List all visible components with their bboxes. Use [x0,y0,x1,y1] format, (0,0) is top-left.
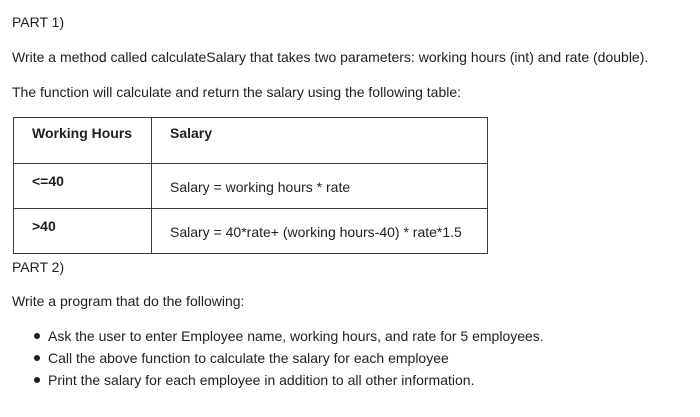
part2-description: Write a program that do the following: [12,293,245,309]
hours-condition: <=40 [32,173,64,189]
header-salary [152,118,488,164]
salary-cell [152,209,488,254]
table-header-row [14,118,488,164]
header-working-hours-label: Working Hours [32,125,133,141]
hours-cell [14,209,152,254]
table-row [14,164,488,209]
salary-table [13,117,488,254]
salary-cell [152,164,488,209]
bullet-icon [34,377,40,383]
list-item [0,325,544,347]
hours-condition: >40 [32,218,56,234]
list-item-text: Call the above function to calculate the salary for each employee [48,350,449,366]
part1-table-intro: The function will calculate and return the salary using the following table: [12,84,462,100]
hours-cell [14,164,152,209]
task-list [0,325,544,391]
table-row [14,209,488,254]
salary-formula: Salary = 40*rate+ (working hours-40) * rate*1.5 [170,224,462,240]
part1-heading: PART 1) [12,14,65,30]
list-item [0,347,544,369]
list-item-text: Ask the user to enter Employee name, working hours, and rate for 5 employees. [48,328,544,344]
bullet-icon [34,333,40,339]
part2-heading: PART 2) [12,259,65,275]
list-item [0,369,544,391]
list-item-text: Print the salary for each employee in addition to all other information. [48,372,475,388]
header-working-hours [14,118,152,164]
part1-description: Write a method called calculateSalary that takes two parameters: working hours (int) and rate (double). [12,49,649,65]
header-salary-label: Salary [170,125,213,141]
bullet-icon [34,355,40,361]
salary-formula: Salary = working hours * rate [170,179,351,195]
